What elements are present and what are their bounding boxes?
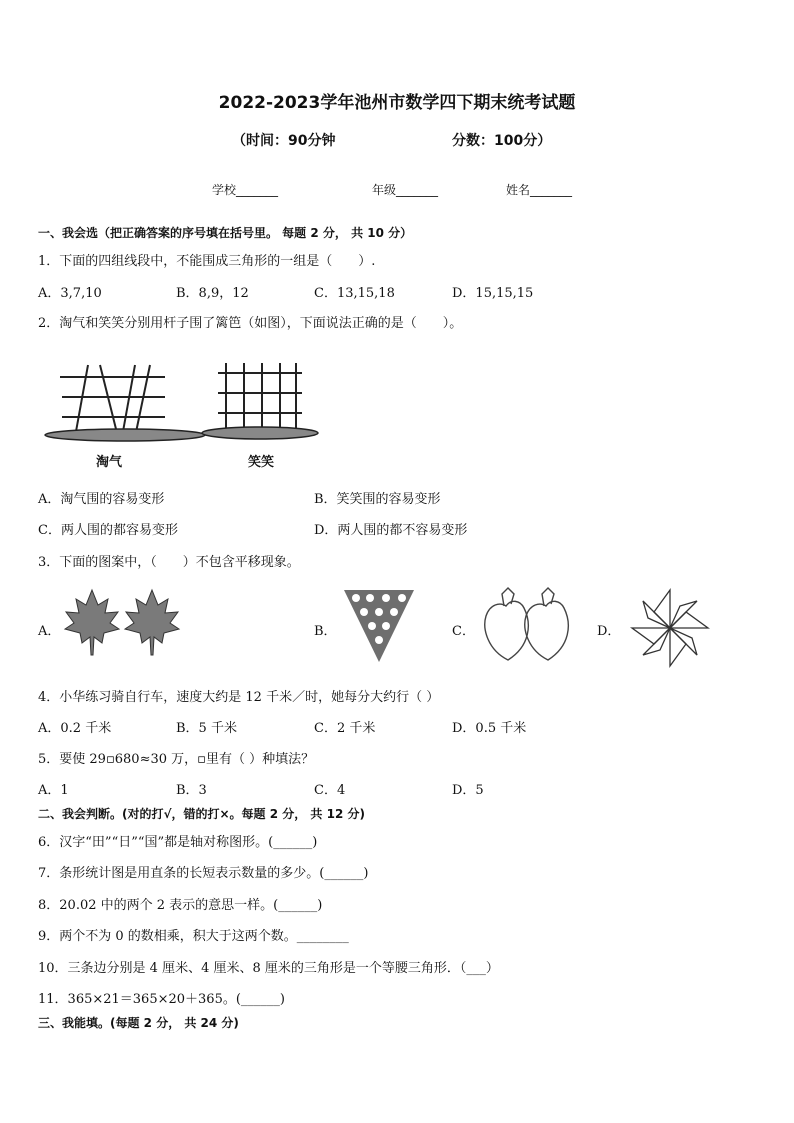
- maple-leaves-figure: [62, 585, 184, 663]
- question-11: 11．365×21＝365×20＋365。(______): [38, 992, 285, 1007]
- q3-option-a: A．: [38, 624, 61, 639]
- exam-score: 分数：100分）: [452, 133, 552, 149]
- question-7: 7．条形统计图是用直条的长短表示数量的多少。(______): [38, 866, 369, 881]
- question-8: 8．20.02 中的两个 2 表示的意思一样。(______): [38, 898, 323, 913]
- xiaoxiao-ground: [202, 427, 318, 439]
- question-9: 9．两个不为 0 的数相乘，积大于这两个数。________: [38, 929, 349, 944]
- q4-option-b: B．5 千米: [176, 721, 237, 736]
- q2-option-b: B．笑笑围的容易变形: [314, 492, 441, 507]
- q4-option-d: D．0.5 千米: [452, 721, 527, 736]
- question-5: 5．要使 29▫680≈30 万，▫里有（ ）种填法？: [38, 752, 315, 767]
- q5-option-a: A．1: [38, 783, 69, 798]
- xiaoxiao-fence: [218, 363, 302, 433]
- q5-option-d: D．5: [452, 783, 484, 798]
- question-1: 1．下面的四组线段中，不能围成三角形的一组是（ ）.: [38, 254, 376, 269]
- q5-option-c: C．4: [314, 783, 346, 798]
- fence-figures: [40, 355, 340, 470]
- q1-option-d: D．15,15,15: [452, 286, 534, 301]
- q3-option-d: D．: [597, 624, 621, 639]
- chicken-hearts-figure: [478, 584, 582, 666]
- question-3: 3．下面的图案中，（ ）不包含平移现象。: [38, 555, 300, 570]
- caption-taoqi: 淘气: [96, 455, 123, 470]
- q4-option-c: C．2 千米: [314, 721, 376, 736]
- caption-xiaoxiao: 笑笑: [248, 455, 275, 470]
- q1-option-c: C．13,15,18: [314, 286, 395, 301]
- q2-option-d: D．两人围的都不容易变形: [314, 523, 468, 538]
- page-title: 2022-2023学年池州市数学四下期末统考试题: [218, 93, 576, 113]
- q4-option-a: A．0.2 千米: [38, 721, 112, 736]
- question-6: 6．汉字“田”“日”“国”都是轴对称图形。(______): [38, 835, 318, 850]
- q3-option-b: B．: [314, 624, 337, 639]
- question-4: 4．小华练习骑自行车，速度大约是 12 千米／时，她每分大约行（ ）: [38, 690, 440, 705]
- question-2: 2．淘气和笑笑分别用杆子围了篱笆（如图），下面说法正确的是（ ）。: [38, 316, 463, 331]
- grade-field: 年级_______: [372, 183, 439, 197]
- section3-heading: 三、我能填。(每题 2 分， 共 24 分): [38, 1016, 239, 1030]
- q3-option-c: C．: [452, 624, 475, 639]
- school-field: 学校_______: [212, 183, 279, 197]
- pinwheel-figure: [624, 582, 716, 674]
- question-10: 10．三条边分别是 4 厘米、4 厘米、8 厘米的三角形是一个等腰三角形．（___）: [38, 961, 499, 976]
- q2-option-c: C．两人围的都容易变形: [38, 523, 178, 538]
- q1-option-b: B．8,9，12: [176, 286, 249, 301]
- q2-option-a: A．淘气围的容易变形: [38, 492, 165, 507]
- q5-option-b: B．3: [176, 783, 207, 798]
- section1-heading: 一、我会选（把正确答案的序号填在括号里。 每题 2 分， 共 10 分）: [38, 226, 413, 240]
- taoqi-ground: [45, 429, 205, 441]
- section2-heading: 二、我会判断。(对的打√，错的打×。每题 2 分， 共 12 分): [38, 807, 365, 821]
- triangle-flowers-figure: [342, 588, 416, 664]
- taoqi-fence: [60, 365, 165, 437]
- exam-time: （时间：90分钟: [232, 133, 336, 149]
- q1-option-a: A．3,7,10: [38, 286, 102, 301]
- name-field: 姓名_______: [506, 183, 573, 197]
